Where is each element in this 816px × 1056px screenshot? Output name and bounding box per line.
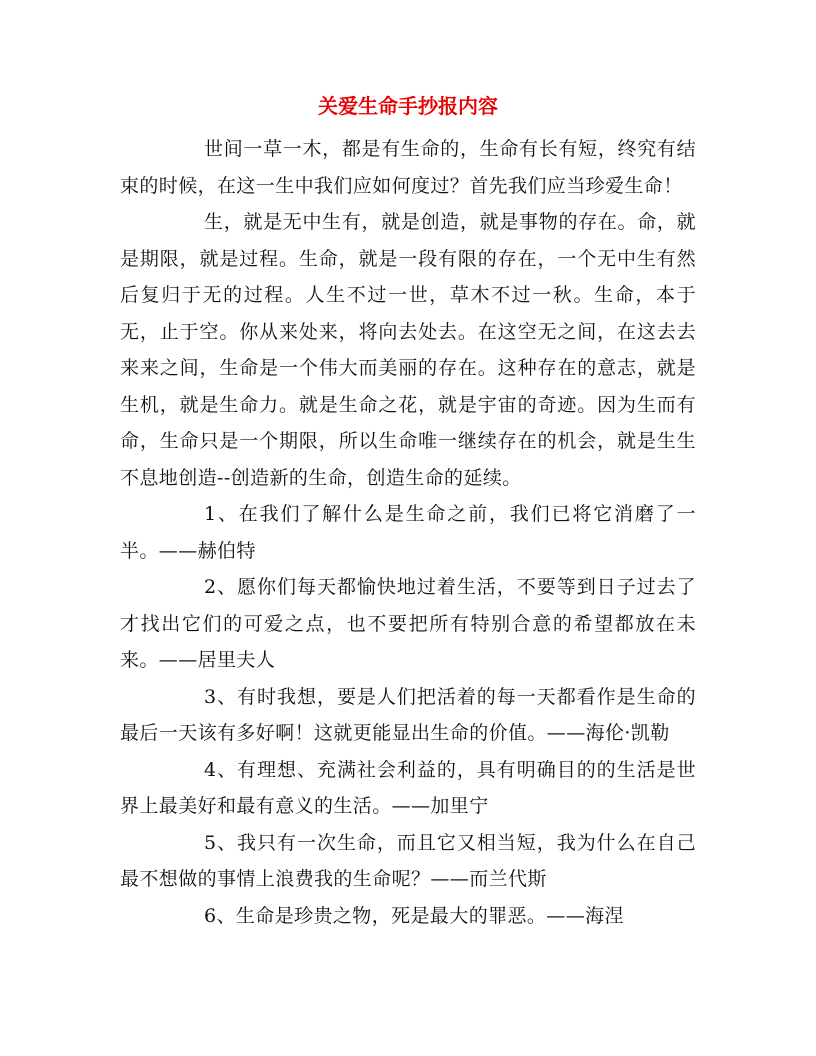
quote-6: 6、生命是珍贵之物，死是最大的罪恶。——海涅 xyxy=(204,904,624,927)
quote-1: 1、在我们了解什么是生命之前，我们已将它消磨了一半。——赫伯特 xyxy=(120,503,696,562)
paragraph-essay: 生，就是无中生有，就是创造，就是事物的存在。命，就是期限，就是过程。生命，就是一段有限的存在，一个无中生有然后复归于无的过程。人生不过一世，草木不过一秋。生命，本于无，止于空。你从来处来，将向去处去。在这空无之间，在这去去来来之间，生命是一个伟大而美丽的存在。这种存在的意志，就是生机，就是生命力。就是生命之花，就是宇宙的奇迹。因为生而有命，生命只是一个期限，所以生命唯一继续存在的机会，就是生生不息地创造--创造新的生命，创造生命的延续。 xyxy=(120,211,696,489)
quote-2: 2、愿你们每天都愉快地过着生活，不要等到日子过去了才找出它们的可爱之点，也不要把所有特别合意的希望都放在未来。——居里夫人 xyxy=(120,576,696,671)
quote-3: 3、有时我想，要是人们把活着的每一天都看作是生命的最后一天该有多好啊！这就更能显出生命的价值。——海伦·凯勒 xyxy=(120,685,696,744)
quote-5: 5、我只有一次生命，而且它又相当短，我为什么在自己最不想做的事情上浪费我的生命呢？——而兰代斯 xyxy=(120,831,696,890)
paragraph-intro: 世间一草一木，都是有生命的，生命有长有短，终究有结束的时候，在这一生中我们应如何度过？首先我们应当珍爱生命！ xyxy=(120,138,696,197)
document-body xyxy=(120,131,696,934)
document-title: 关爱生命手抄报内容 xyxy=(318,94,498,118)
quote-4: 4、有理想、充满社会利益的，具有明确目的的生活是世界上最美好和最有意义的生活。——加里宁 xyxy=(120,758,696,817)
